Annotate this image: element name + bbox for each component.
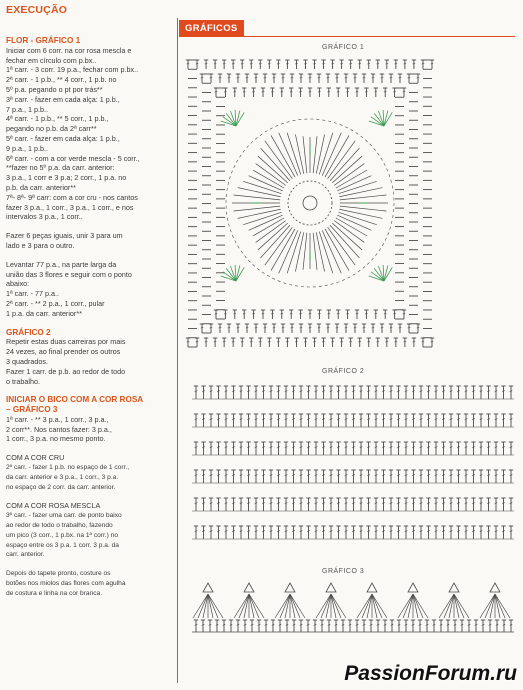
- border-stitch: [313, 63, 316, 64]
- border-stitch: [372, 77, 375, 78]
- text-line: espaço entre os 3 p.a. 1 corr. 3 p.a. da: [6, 541, 119, 549]
- petal-stitch: [330, 148, 359, 181]
- border-stitch: [337, 91, 340, 92]
- border-stitch: [187, 63, 190, 64]
- fan-stitch: [321, 594, 331, 618]
- heading-grafico3: [6, 395, 172, 415]
- picot-triangle: [203, 583, 213, 592]
- border-stitch: [399, 77, 402, 78]
- fan-stitch: [280, 594, 290, 618]
- border-stitch: [234, 313, 237, 314]
- chart3-edging-diagram: [184, 580, 518, 655]
- border-stitch: [241, 63, 244, 64]
- border-stitch: [337, 313, 340, 314]
- corner-fan-stitch: [236, 265, 240, 281]
- text-line: pegando no p.b. da 2ª carr**: [6, 124, 97, 134]
- petal-stitch: [258, 156, 288, 183]
- border-stitch: [300, 327, 303, 328]
- text-line: da carr. anterior e 3 p.a., 1 corr., 3 p.a.: [6, 473, 119, 481]
- picot-triangle: [326, 583, 336, 592]
- fan-stitch: [495, 594, 505, 618]
- petal-stitch: [316, 232, 324, 271]
- petal-stitch: [234, 206, 281, 211]
- petal-stitch: [261, 148, 290, 181]
- border-stitch: [291, 327, 294, 328]
- border-stitch: [363, 327, 366, 328]
- text-line: o trabalho.: [6, 376, 40, 386]
- g3-steps: [6, 415, 172, 444]
- fan-stitch: [239, 594, 249, 618]
- border-stitch: [375, 91, 378, 92]
- border-stitch: [404, 341, 407, 342]
- border-stitch: [277, 63, 280, 64]
- border-stitch: [331, 63, 334, 64]
- border-stitch: [331, 341, 334, 342]
- text-line: 3ª carr. - fazer uma carr. de ponto baixo: [6, 512, 122, 520]
- border-stitch: [255, 327, 258, 328]
- border-stitch: [336, 77, 339, 78]
- text-line: de costura e linha na cor branca.: [6, 589, 103, 597]
- petal-stitch: [332, 156, 362, 183]
- border-stitch: [404, 63, 407, 64]
- border-stitch: [246, 327, 249, 328]
- border-stitch: [327, 327, 330, 328]
- text-line: 5º p.a. pegando o pt por trás**: [6, 84, 103, 94]
- border-stitch: [299, 313, 302, 314]
- border-stitch: [395, 341, 398, 342]
- petal-stitch: [261, 225, 290, 258]
- border-stitch: [384, 91, 387, 92]
- border-stitch: [223, 341, 226, 342]
- picot-triangle: [285, 583, 295, 592]
- border-stitch: [250, 63, 253, 64]
- g1-steps: [6, 46, 172, 222]
- border-stitch: [431, 63, 434, 64]
- petal-stitch: [238, 188, 281, 197]
- text-line: botões nos miolos das flores com agulha: [6, 580, 126, 588]
- fan-stitch: [290, 594, 300, 618]
- petal-stitch: [340, 206, 387, 211]
- border-stitch: [309, 327, 312, 328]
- heading-grafico1: FLOR - GRÁFICO 1: [6, 36, 81, 45]
- heading-grafico3-line2: – GRÁFICO 3: [6, 405, 58, 415]
- border-stitch: [214, 341, 217, 342]
- border-stitch: [403, 313, 406, 314]
- chart1-flower-diagram: [184, 56, 436, 351]
- graficos-tab: GRÁFICOS: [179, 20, 244, 36]
- border-stitch: [264, 327, 267, 328]
- text-line: ao redor de todo o trabalho, fazendo: [6, 522, 113, 530]
- border-stitch: [196, 63, 199, 64]
- border-stitch: [367, 341, 370, 342]
- graficos-rule: [179, 36, 515, 37]
- center-ring: [303, 196, 317, 210]
- fan-stitch: [362, 594, 372, 618]
- text-line: intervalos 3 p.a., 1 corr..: [6, 212, 83, 222]
- petal-stitch: [295, 134, 303, 173]
- fan-stitch: [413, 594, 423, 618]
- fan-stitch: [249, 594, 259, 618]
- text-line: 2ª carr. - fazer 1 p.b. no espaço de 1 corr.,: [6, 464, 130, 472]
- picot-triangle: [449, 583, 459, 592]
- heading-rosa-mescla: COM A COR ROSA MESCLA: [6, 501, 101, 511]
- text-line: 6ª carr. - com a cor verde mescla - 5 corr.,: [6, 153, 140, 163]
- fan-stitch: [485, 594, 495, 618]
- corner-fan-stitch: [384, 110, 388, 126]
- g2-steps: [6, 337, 172, 386]
- border-stitch: [299, 91, 302, 92]
- border-stitch: [273, 327, 276, 328]
- border-stitch: [356, 91, 359, 92]
- border-stitch: [349, 63, 352, 64]
- border-stitch: [376, 341, 379, 342]
- border-stitch: [390, 327, 393, 328]
- border-stitch: [243, 313, 246, 314]
- border-stitch: [232, 63, 235, 64]
- picot-triangle: [244, 583, 254, 592]
- border-stitch: [281, 91, 284, 92]
- border-stitch: [384, 313, 387, 314]
- border-stitch: [309, 77, 312, 78]
- section-title: EXECUÇÃO: [6, 4, 68, 16]
- border-stitch: [224, 91, 227, 92]
- petal-stitch: [303, 136, 307, 173]
- border-stitch: [223, 63, 226, 64]
- border-stitch: [282, 327, 285, 328]
- border-stitch: [246, 77, 249, 78]
- text-line: Depois do tapete pronto, costure os: [6, 570, 111, 578]
- petal-stitch: [287, 133, 301, 175]
- text-line: 7ª- 8ª- 9ª carr: com a cor cru - nos cantos: [6, 192, 138, 202]
- border-stitch: [286, 341, 289, 342]
- border-stitch: [243, 91, 246, 92]
- border-stitch: [201, 327, 204, 328]
- text-line: 3ª carr. - fazer em cada alça: 1 p.b.,: [6, 94, 120, 104]
- text-line: Repetir estas duas carreiras por mais: [6, 337, 126, 347]
- border-stitch: [328, 91, 331, 92]
- text-line: 5ª carr. - fazer em cada alça: 1 p.b.,: [6, 133, 120, 143]
- border-stitch: [345, 77, 348, 78]
- text-line: Fazer 6 peças iguais, unir 3 para um: [6, 231, 123, 241]
- border-stitch: [215, 91, 218, 92]
- border-stitch: [356, 313, 359, 314]
- border-stitch: [250, 341, 253, 342]
- petal-stitch: [339, 188, 382, 197]
- border-stitch: [340, 341, 343, 342]
- border-stitch: [417, 327, 420, 328]
- text-line: fazer 3 p.a., 1 corr., 3 p.a., 1 corr., e nos: [6, 202, 134, 212]
- border-stitch: [422, 341, 425, 342]
- border-stitch: [386, 63, 389, 64]
- text-line: 3 p.a., 1 corr e 3 p.a; 2 corr., 1 p.a. no: [6, 173, 127, 183]
- text-line: 1 corr., 3 p.a. no mesmo ponto.: [6, 434, 106, 444]
- border-stitch: [354, 327, 357, 328]
- border-stitch: [309, 91, 312, 92]
- petal-stitch: [303, 233, 307, 270]
- border-stitch: [252, 91, 255, 92]
- chart1-label: GRÁFICO 1: [322, 44, 365, 51]
- petal-stitch: [313, 136, 317, 173]
- text-line: fechar em círculo com p.bx..: [6, 55, 97, 65]
- border-stitch: [268, 63, 271, 64]
- border-stitch: [205, 341, 208, 342]
- corner-fan-stitch: [384, 267, 392, 281]
- text-line: 3 quadrados.: [6, 356, 48, 366]
- text-line: 1 p.a. da carr. anterior**: [6, 308, 82, 318]
- border-stitch: [340, 63, 343, 64]
- border-stitch: [413, 341, 416, 342]
- text-line: 2 corr**. Nos cantos fazer: 3 p.a.,: [6, 424, 112, 434]
- instructions-column: [6, 4, 172, 608]
- border-stitch: [393, 91, 396, 92]
- text-line: 24 vezes, ao final prender os outros: [6, 347, 121, 357]
- border-stitch: [196, 341, 199, 342]
- corner-fan-stitch: [236, 110, 240, 126]
- border-stitch: [349, 341, 352, 342]
- border-stitch: [304, 63, 307, 64]
- border-stitch: [232, 341, 235, 342]
- border-stitch: [290, 313, 293, 314]
- text-line: Iniciar com 6 corr. na cor rosa mescla e: [6, 45, 132, 55]
- petal-stitch: [316, 134, 324, 173]
- text-line: 1ª carr. - 77 p.a..: [6, 289, 59, 299]
- fan-stitch: [444, 594, 454, 618]
- border-stitch: [422, 63, 425, 64]
- center-chain-ring: [288, 181, 332, 225]
- border-stitch: [290, 91, 293, 92]
- border-stitch: [408, 327, 411, 328]
- border-stitch: [291, 77, 294, 78]
- petal-stitch: [319, 232, 333, 274]
- corner-fan-stitch: [236, 112, 244, 126]
- petal-stitch: [313, 233, 317, 270]
- mescla-steps: [6, 511, 172, 560]
- petal-stitch: [287, 232, 301, 274]
- text-line: carr. anterior.: [6, 551, 45, 559]
- border-stitch: [304, 341, 307, 342]
- border-stitch: [363, 77, 366, 78]
- g1-raise: [6, 260, 172, 319]
- border-stitch: [365, 313, 368, 314]
- text-line: **fazer no 5º p.a. da carr. anterior:: [6, 163, 115, 173]
- border-stitch: [228, 327, 231, 328]
- petal-stitch: [339, 209, 382, 218]
- border-stitch: [259, 341, 262, 342]
- text-line: Fazer 1 carr. de p.b. ao redor de todo: [6, 366, 126, 376]
- border-stitch: [413, 63, 416, 64]
- border-stitch: [395, 63, 398, 64]
- border-stitch: [262, 313, 265, 314]
- text-line: 4ª carr. - 1 p.b., ** 5 corr., 1 p.b.,: [6, 114, 109, 124]
- corner-fan-stitch: [384, 265, 388, 281]
- border-stitch: [262, 91, 265, 92]
- final-note: [6, 569, 172, 598]
- border-stitch: [210, 77, 213, 78]
- border-stitch: [210, 327, 213, 328]
- border-stitch: [224, 313, 227, 314]
- corner-fan-stitch: [236, 267, 244, 281]
- border-stitch: [281, 313, 284, 314]
- border-stitch: [300, 77, 303, 78]
- border-stitch: [318, 91, 321, 92]
- border-stitch: [309, 313, 312, 314]
- border-stitch: [386, 341, 389, 342]
- border-stitch: [345, 327, 348, 328]
- border-stitch: [376, 63, 379, 64]
- fan-stitch: [372, 594, 382, 618]
- text-line: 1ª carr. - 3 corr. 19 p.a., fechar com p.bx..: [6, 65, 139, 75]
- border-stitch: [214, 63, 217, 64]
- petal-stitch: [340, 195, 387, 200]
- petal-stitch: [258, 223, 288, 250]
- text-line: 9 p.a., 1 p.b..: [6, 143, 48, 153]
- border-stitch: [282, 77, 285, 78]
- cru-steps: [6, 463, 172, 492]
- border-stitch: [390, 77, 393, 78]
- border-stitch: [372, 327, 375, 328]
- petal-stitch: [234, 195, 281, 200]
- border-stitch: [205, 63, 208, 64]
- chart2-label: GRÁFICO 2: [322, 368, 365, 375]
- border-stitch: [187, 341, 190, 342]
- border-stitch: [271, 91, 274, 92]
- petal-stitch: [238, 209, 281, 218]
- column-divider: [177, 18, 178, 683]
- border-stitch: [259, 63, 262, 64]
- fan-stitch: [198, 594, 208, 618]
- chart3-label: GRÁFICO 3: [322, 568, 365, 575]
- border-stitch: [393, 313, 396, 314]
- border-stitch: [237, 77, 240, 78]
- border-stitch: [354, 77, 357, 78]
- border-stitch: [271, 313, 274, 314]
- border-stitch: [346, 313, 349, 314]
- border-stitch: [215, 313, 218, 314]
- border-stitch: [336, 327, 339, 328]
- border-stitch: [295, 63, 298, 64]
- border-stitch: [201, 77, 204, 78]
- border-stitch: [228, 77, 231, 78]
- petal-stitch: [332, 223, 362, 250]
- border-stitch: [237, 327, 240, 328]
- fan-stitch: [454, 594, 464, 618]
- text-line: p.b. da carr. anterior**: [6, 182, 76, 192]
- border-stitch: [286, 63, 289, 64]
- border-stitch: [417, 77, 420, 78]
- border-stitch: [399, 327, 402, 328]
- border-stitch: [381, 77, 384, 78]
- fan-stitch: [331, 594, 341, 618]
- g1-join: [6, 231, 172, 251]
- border-stitch: [367, 63, 370, 64]
- border-stitch: [365, 91, 368, 92]
- text-line: abaixo:: [6, 279, 30, 289]
- border-stitch: [318, 313, 321, 314]
- border-stitch: [358, 63, 361, 64]
- border-stitch: [219, 327, 222, 328]
- picot-triangle: [367, 583, 377, 592]
- border-stitch: [358, 341, 361, 342]
- heading-grafico3-line1: INICIAR O BICO COM A COR ROSA: [6, 395, 144, 405]
- picot-triangle: [408, 583, 418, 592]
- heading-grafico2: GRÁFICO 2: [6, 327, 51, 337]
- border-stitch: [252, 313, 255, 314]
- border-stitch: [318, 327, 321, 328]
- text-line: 7 p.a., 1 p.b..: [6, 104, 48, 114]
- border-stitch: [264, 77, 267, 78]
- border-stitch: [322, 341, 325, 342]
- border-stitch: [318, 77, 321, 78]
- border-stitch: [277, 341, 280, 342]
- picot-triangle: [490, 583, 500, 592]
- text-line: um pico (3 corr., 1 p.bx. na 1ª corr.) no: [6, 531, 119, 539]
- border-stitch: [346, 91, 349, 92]
- text-line: no espaço de 2 corr. da carr. anterior.: [6, 483, 116, 491]
- text-line: união das 3 flores e seguir com o ponto: [6, 269, 132, 279]
- text-line: 1ª carr. - ** 3 p.a., 1 corr., 3 p.a.,: [6, 414, 109, 424]
- text-line: 2ª carr. - 1 p.b., ** 4 corr., 1 p.b. no: [6, 75, 117, 85]
- border-stitch: [268, 341, 271, 342]
- corner-fan-stitch: [384, 112, 392, 126]
- watermark-logo: PassionForum.ru: [344, 662, 517, 685]
- border-stitch: [375, 313, 378, 314]
- border-stitch: [313, 341, 316, 342]
- text-line: lado e 3 para o outro.: [6, 240, 75, 250]
- border-stitch: [273, 77, 276, 78]
- text-line: Levantar 77 p.a., na parte larga da: [6, 259, 117, 269]
- border-stitch: [322, 63, 325, 64]
- border-stitch: [381, 327, 384, 328]
- border-stitch: [408, 77, 411, 78]
- fan-stitch: [403, 594, 413, 618]
- border-stitch: [255, 77, 258, 78]
- border-stitch: [295, 341, 298, 342]
- fan-stitch: [208, 594, 218, 618]
- border-stitch: [328, 313, 331, 314]
- border-stitch: [403, 91, 406, 92]
- heading-cor-cru: COM A COR CRU: [6, 453, 65, 463]
- text-line: 2ª carr. - ** 2 p.a., 1 corr., pular: [6, 298, 105, 308]
- petal-stitch: [295, 232, 303, 271]
- border-stitch: [431, 341, 434, 342]
- border-stitch: [219, 77, 222, 78]
- petal-stitch: [330, 225, 359, 258]
- border-stitch: [241, 341, 244, 342]
- chart2-rows-diagram: [184, 380, 518, 545]
- border-stitch: [234, 91, 237, 92]
- petal-stitch: [319, 133, 333, 175]
- border-stitch: [327, 77, 330, 78]
